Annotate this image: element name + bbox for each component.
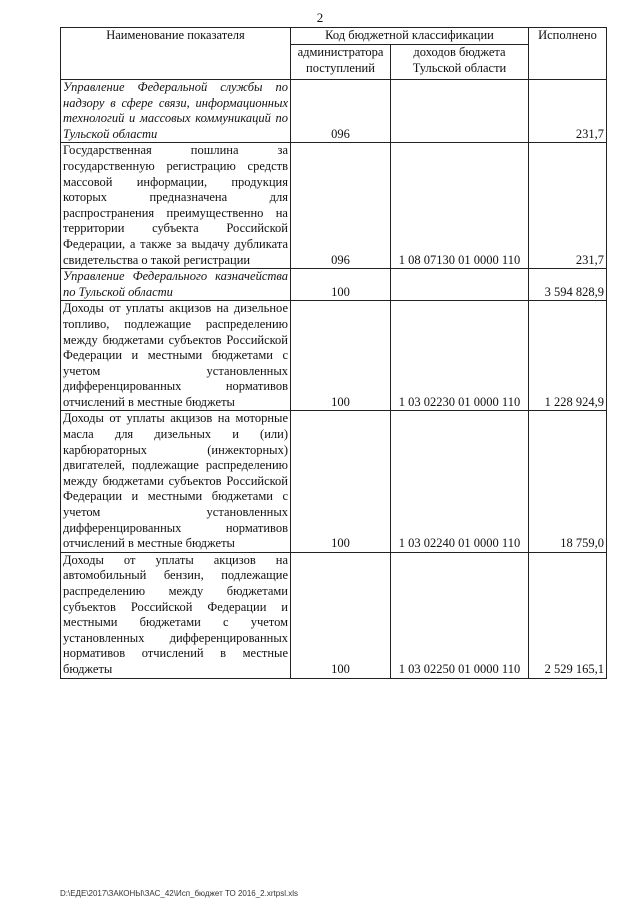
row-amount-cell: 231,7 bbox=[529, 143, 607, 269]
row-admin-code-cell: 100 bbox=[291, 552, 391, 678]
row-admin-code-cell: 096 bbox=[291, 143, 391, 269]
page-number: 2 bbox=[316, 10, 324, 25]
row-name-cell: Доходы от уплаты акцизов на автомобильный бензин, подлежащие распределению между бюджетами субъектов Российской Федерации и местными бюджетами с учетом установленных дифференцированных нормативов отчислений в местные бюджеты bbox=[61, 552, 291, 678]
row-admin-code-cell: 100 bbox=[291, 269, 391, 301]
row-name-cell: Государственная пошлина за государственную регистрацию средств массовой информации, продукция которых предназначена для распространения преимущественно на территории субъекта Российской Федерации, а также за выдачу дубликата свидетельства о такой регистрации bbox=[61, 143, 291, 269]
row-name-cell: Доходы от уплаты акцизов на моторные масла для дизельных и (или) карбюраторных (инжекторных) двигателей, подлежащие распределению между бюджетами субъектов Российской Федерации и местными бюджетами с учетом установленных дифференцированных нормативов отчислений в местные бюджеты bbox=[61, 411, 291, 552]
table-row bbox=[61, 411, 607, 552]
row-amount-cell: 3 594 828,9 bbox=[529, 269, 607, 301]
footer-file-path: D:\ЕДЕ\2017\ЗАКОНЫ\ЗАС_42\Исп_бюджет ТО 2016_2.xrtpsl.xls bbox=[60, 889, 298, 898]
header-executed-column: Исполнено bbox=[529, 28, 607, 80]
row-admin-code-cell: 096 bbox=[291, 80, 391, 143]
header-admin-column: администратора поступлений bbox=[291, 45, 391, 80]
row-income-code-cell: 1 08 07130 01 0000 110 bbox=[391, 143, 529, 269]
header-name-column: Наименование показателя bbox=[61, 28, 291, 80]
row-amount-cell: 231,7 bbox=[529, 80, 607, 143]
row-income-code-cell bbox=[391, 269, 529, 301]
row-income-code-cell: 1 03 02230 01 0000 110 bbox=[391, 301, 529, 411]
row-name-cell: Управление Федеральной службы по надзору в сфере связи, информационных технологий и массовых коммуникаций по Тульской области bbox=[61, 80, 291, 143]
header-income-column: доходов бюджета Тульской области bbox=[391, 45, 529, 80]
row-income-code-cell: 1 03 02240 01 0000 110 bbox=[391, 411, 529, 552]
table-row bbox=[61, 269, 607, 301]
row-amount-cell: 2 529 165,1 bbox=[529, 552, 607, 678]
row-income-code-cell: 1 03 02250 01 0000 110 bbox=[391, 552, 529, 678]
header-code-group: Код бюджетной классификации bbox=[291, 28, 529, 45]
row-name-cell: Доходы от уплаты акцизов на дизельное топливо, подлежащие распределению между бюджетами субъектов Российской Федерации и местными бюджетами с учетом установленных дифференцированных нормативов отчислений в местные бюджеты bbox=[61, 301, 291, 411]
row-amount-cell: 1 228 924,9 bbox=[529, 301, 607, 411]
table-row bbox=[61, 143, 607, 269]
row-admin-code-cell: 100 bbox=[291, 411, 391, 552]
table-row bbox=[61, 80, 607, 143]
table-header-row bbox=[61, 28, 607, 45]
table-row bbox=[61, 301, 607, 411]
row-name-cell: Управление Федерального казначейства по Тульской области bbox=[61, 269, 291, 301]
row-amount-cell: 18 759,0 bbox=[529, 411, 607, 552]
row-income-code-cell bbox=[391, 80, 529, 143]
budget-table bbox=[60, 27, 607, 679]
table-row bbox=[61, 552, 607, 678]
row-admin-code-cell: 100 bbox=[291, 301, 391, 411]
